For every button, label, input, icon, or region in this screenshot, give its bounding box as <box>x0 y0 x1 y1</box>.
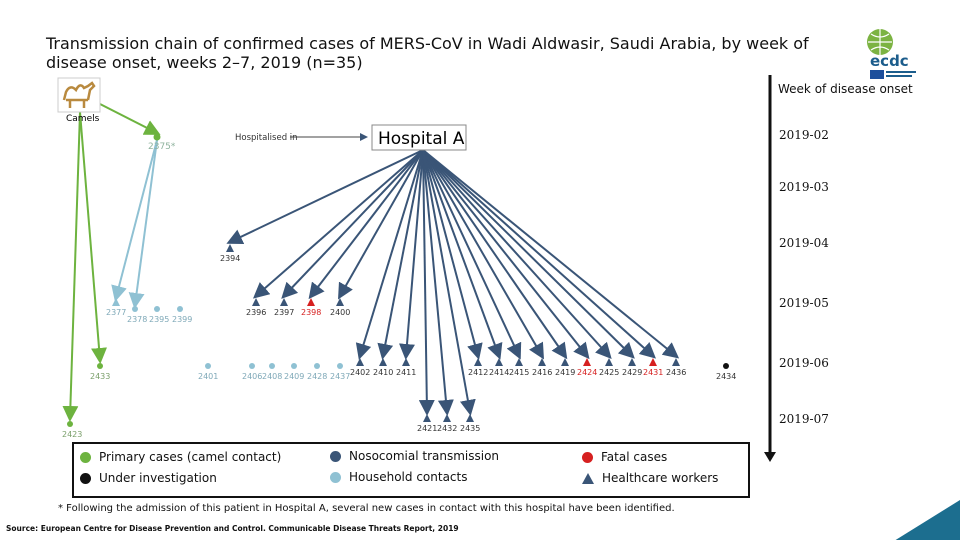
case-id-label: 2401 <box>198 372 219 381</box>
case-node-triangle <box>515 358 523 366</box>
case-id-label: 2394 <box>220 254 241 263</box>
case-node-dot <box>269 363 275 369</box>
hospital-label: Hospital A <box>378 129 465 149</box>
legend-label: Household contacts <box>349 470 468 484</box>
case-node-dot <box>132 306 138 312</box>
case-node-triangle <box>252 298 260 306</box>
case-id-label: 2423 <box>62 430 83 439</box>
case-node-triangle <box>672 358 680 366</box>
case-node-triangle <box>583 358 591 366</box>
source-note: Source: European Centre for Disease Prevention and Control. Communicable Disease Threats Report, 2019 <box>6 524 459 533</box>
black-dot-icon <box>80 473 91 484</box>
case-node-triangle <box>423 414 431 422</box>
case-id-label: 2395 <box>149 315 170 324</box>
legend-label: Fatal cases <box>601 450 668 464</box>
case-node-triangle <box>649 358 657 366</box>
nosocomial-edge <box>423 150 565 356</box>
case-node-triangle <box>474 358 482 366</box>
case-node-dot <box>97 363 103 369</box>
case-node-dot <box>723 363 729 369</box>
case-node-triangle <box>561 358 569 366</box>
case-node-triangle <box>112 298 120 306</box>
case-id-label: 2397 <box>274 308 295 317</box>
case-id-label: 2398 <box>301 308 322 317</box>
time-axis-arrowhead <box>764 452 776 462</box>
legend-label: Primary cases (camel contact) <box>99 450 282 464</box>
case-id-label: 2437 <box>330 372 351 381</box>
nosocomial-edge <box>423 150 653 356</box>
index-case-label: 2375* <box>148 142 176 152</box>
page-number: 6 <box>904 518 913 533</box>
case-id-label: 2402 <box>350 368 371 377</box>
case-id-label: 2414 <box>489 368 510 377</box>
household-edge <box>135 140 157 305</box>
case-node-triangle <box>443 414 451 422</box>
week-label: 2019-07 <box>779 412 829 426</box>
legend-item-investigation <box>80 471 217 485</box>
case-node-triangle <box>466 414 474 422</box>
camel-icon <box>58 78 100 112</box>
week-label: 2019-05 <box>779 296 829 310</box>
week-label: 2019-02 <box>779 128 829 142</box>
nosocomial-edge <box>230 150 423 242</box>
case-node-dot <box>291 363 297 369</box>
legend-item-nosocomial <box>330 449 499 463</box>
triangle-icon <box>582 473 594 484</box>
nosocomial-edge <box>311 150 423 296</box>
case-id-label: 2432 <box>437 424 458 433</box>
index-case-node <box>154 134 161 141</box>
legend-label: Healthcare workers <box>602 471 719 485</box>
legend-item-fatal <box>582 450 667 464</box>
case-id-label: 2435 <box>460 424 481 433</box>
case-id-label: 2428 <box>307 372 328 381</box>
footnote: * Following the admission of this patient in Hospital A, several new cases in contact with this hospital have been identified. <box>58 503 675 514</box>
case-node-triangle <box>336 298 344 306</box>
case-id-label: 2415 <box>509 368 530 377</box>
case-node-triangle <box>628 358 636 366</box>
case-id-label: 2409 <box>284 372 305 381</box>
legend <box>72 442 750 498</box>
legend-label: Nosocomial transmission <box>349 449 500 463</box>
case-node-dot <box>249 363 255 369</box>
case-node-triangle <box>356 358 364 366</box>
legend-item-hcw <box>582 471 718 485</box>
case-id-label: 2378 <box>127 315 148 324</box>
page-title: Transmission chain of confirmed cases of MERS-CoV in Wadi Aldwasir, Saudi Arabia, by week of disease onset, weeks 2–7, 2019 (n=35) <box>46 34 809 72</box>
red-dot-icon <box>582 452 593 463</box>
case-id-label: 2416 <box>532 368 553 377</box>
case-id-label: 2377 <box>106 308 127 317</box>
case-id-label: 2425 <box>599 368 620 377</box>
case-id-label: 2408 <box>262 372 283 381</box>
case-node-triangle <box>307 298 315 306</box>
logo-wordmark: ecdc <box>870 52 909 70</box>
case-id-label: 2412 <box>468 368 489 377</box>
case-id-label: 2419 <box>555 368 576 377</box>
camel-transmission-edge <box>70 112 80 418</box>
legend-item-primary <box>80 450 281 464</box>
case-node-triangle <box>402 358 410 366</box>
legend-item-household <box>330 470 467 484</box>
light-blue-dot-icon <box>330 472 341 483</box>
case-node-dot <box>177 306 183 312</box>
week-label: 2019-04 <box>779 236 829 250</box>
case-node-triangle <box>605 358 613 366</box>
case-id-label: 2424 <box>577 368 598 377</box>
case-node-dot <box>205 363 211 369</box>
case-node-dot <box>154 306 160 312</box>
case-id-label: 2406 <box>242 372 263 381</box>
legend-label: Under investigation <box>99 471 217 485</box>
week-label: 2019-03 <box>779 180 829 194</box>
case-node-dot <box>337 363 343 369</box>
camel-transmission-edge <box>80 112 100 360</box>
case-id-label: 2433 <box>90 372 111 381</box>
case-node-triangle <box>538 358 546 366</box>
hospitalised-label: Hospitalised in <box>235 133 298 143</box>
week-label: 2019-06 <box>779 356 829 370</box>
case-id-label: 2400 <box>330 308 351 317</box>
case-id-label: 2399 <box>172 315 193 324</box>
green-dot-icon <box>80 452 91 463</box>
case-id-label: 2431 <box>643 368 664 377</box>
week-axis-title: Week of disease onset <box>778 82 913 96</box>
case-id-label: 2434 <box>716 372 737 381</box>
camel-transmission-edge <box>100 104 157 133</box>
camels-label: Camels <box>66 114 100 124</box>
case-id-label: 2421 <box>417 424 438 433</box>
household-edge <box>116 140 157 298</box>
case-id-label: 2429 <box>622 368 643 377</box>
case-node-triangle <box>495 358 503 366</box>
case-node-triangle <box>226 244 234 252</box>
navy-dot-icon <box>330 451 341 462</box>
case-node-dot <box>314 363 320 369</box>
case-id-label: 2410 <box>373 368 394 377</box>
case-id-label: 2436 <box>666 368 687 377</box>
case-id-label: 2411 <box>396 368 417 377</box>
case-id-label: 2396 <box>246 308 267 317</box>
case-node-dot <box>67 421 73 427</box>
case-node-triangle <box>280 298 288 306</box>
case-node-triangle <box>379 358 387 366</box>
